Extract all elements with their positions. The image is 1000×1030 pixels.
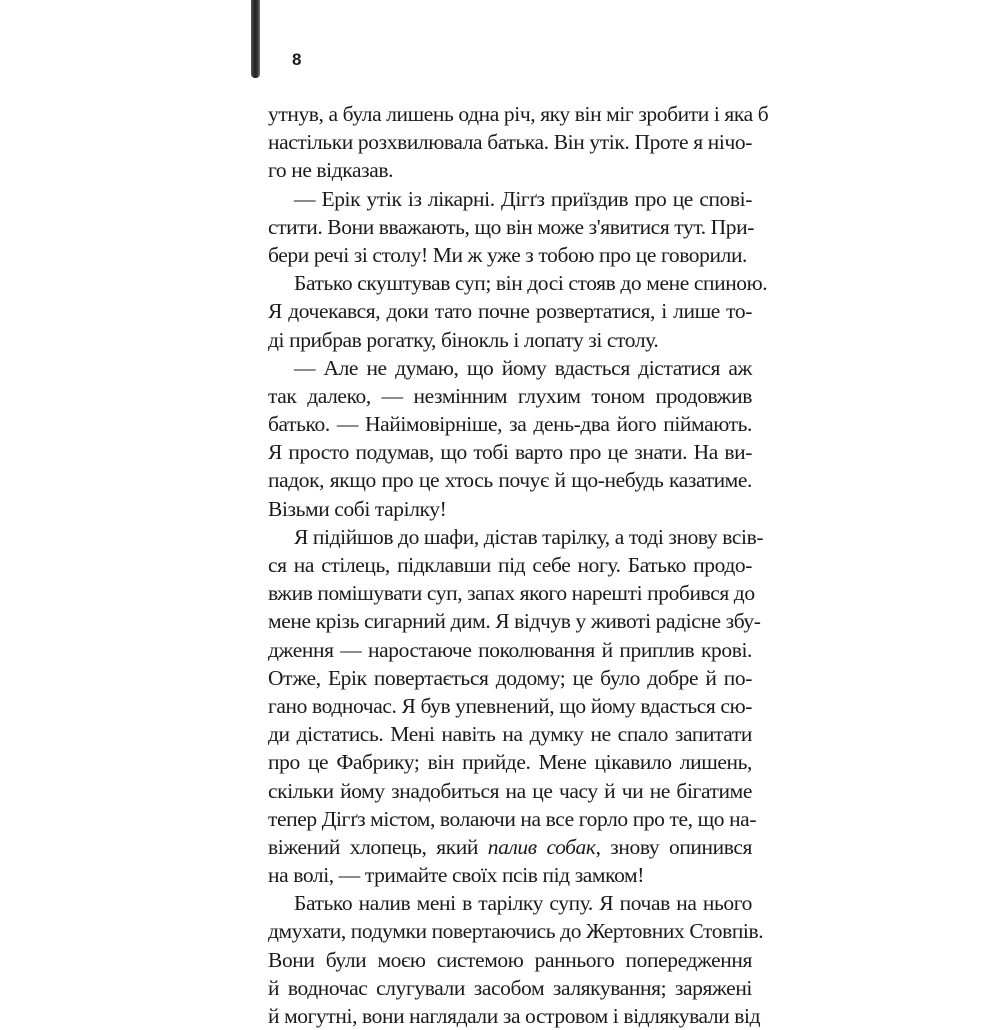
text-line: так далеко, — незмінним глухим тоном продовжив bbox=[268, 383, 752, 408]
text-line: настільки розхвилювала батька. Він утік. Проте я нічо- bbox=[268, 130, 752, 155]
text-fragment: віжений хлопець, який bbox=[268, 834, 488, 859]
paragraph-2 bbox=[268, 185, 755, 270]
page-text bbox=[268, 100, 769, 1030]
text-line: — Ерік утік із лікарні. Дігґз приїздив про це спові- bbox=[294, 186, 752, 211]
paragraph-1 bbox=[268, 100, 769, 185]
paragraph-6 bbox=[268, 889, 764, 1030]
text-line: батько. — Найімовірніше, за день-два його піймають. bbox=[268, 412, 752, 437]
book-binding-edge bbox=[251, 0, 260, 78]
text-line: Батько налив мені в тарілку супу. Я почав на нього bbox=[294, 891, 752, 916]
page-number: 8 bbox=[292, 50, 302, 69]
paragraph-3 bbox=[268, 269, 768, 354]
text-line-with-emphasis bbox=[268, 833, 752, 861]
text-line: дження — наростаюче поколювання й приплив крові. bbox=[268, 637, 752, 662]
text-line: бери речі зі столу! Ми ж уже з тобою про це говорили. bbox=[268, 242, 748, 267]
text-line: мене крізь сигарний дим. Я відчув у животі радісне збу- bbox=[268, 609, 761, 634]
text-line: про це Фабрику; він прийде. Мене цікавило лишень, bbox=[268, 750, 752, 775]
text-line: тепер Дігґз містом, волаючи на все горло про те, що на- bbox=[268, 806, 757, 831]
text-line: ся на стілець, підклавши під себе ногу. Батько продо- bbox=[268, 553, 752, 577]
text-line: падок, якщо про це хтось почує й що-небудь казатиме. bbox=[268, 468, 752, 493]
text-line: стити. Вони вважають, що він може з'явитися тут. При- bbox=[268, 214, 755, 239]
text-line: гано водночас. Я був упевнений, що йому вдасться сю- bbox=[268, 693, 752, 718]
text-line: Візьми собі тарілку! bbox=[268, 496, 447, 521]
text-line: Вони були моєю системою раннього попередження bbox=[268, 947, 752, 972]
text-fragment: , знову опинився bbox=[595, 834, 752, 859]
text-line: го не відказав. bbox=[268, 158, 394, 183]
text-line: скільки йому знадобиться на це часу й чи не бігатиме bbox=[268, 778, 752, 803]
text-line: утнув, а була лишень одна річ, яку він міг зробити і яка б bbox=[268, 102, 769, 126]
text-line: дмухати, подумки повертаючись до Жертовних Стовпів. bbox=[268, 919, 764, 944]
text-line: ди дістатись. Мені навіть на думку не спало запитати bbox=[268, 722, 752, 747]
paragraph-4 bbox=[268, 354, 752, 523]
emphasized-phrase: палив собак bbox=[487, 834, 596, 859]
text-line: Я підійшов до шафи, дістав тарілку, а тоді знову всів- bbox=[294, 524, 764, 549]
text-line: Батько скуштував суп; він досі стояв до мене спиною. bbox=[294, 271, 768, 296]
text-line: Я дочекався, доки тато почне розвертатися, і лише то- bbox=[268, 299, 752, 324]
text-line: Отже, Ерік повертається додому; це було добре й по- bbox=[268, 665, 752, 690]
text-line: вжив помішувати суп, запах якого нарешті пробився до bbox=[268, 581, 755, 606]
text-line: ді прибрав рогатку, бінокль і лопату зі столу. bbox=[268, 327, 659, 352]
text-line: на волі, — тримайте своїх псів під замком! bbox=[268, 863, 644, 888]
text-line: й могутні, вони наглядали за островом і відлякували від bbox=[268, 1004, 761, 1028]
text-line: й водночас слугували засобом залякування; заряжені bbox=[268, 975, 752, 1000]
text-line: — Але не думаю, що йому вдасться дістатися аж bbox=[294, 355, 752, 380]
text-line: Я просто подумав, що тобі варто про це знати. На ви- bbox=[268, 440, 752, 465]
paragraph-5 bbox=[268, 523, 764, 889]
